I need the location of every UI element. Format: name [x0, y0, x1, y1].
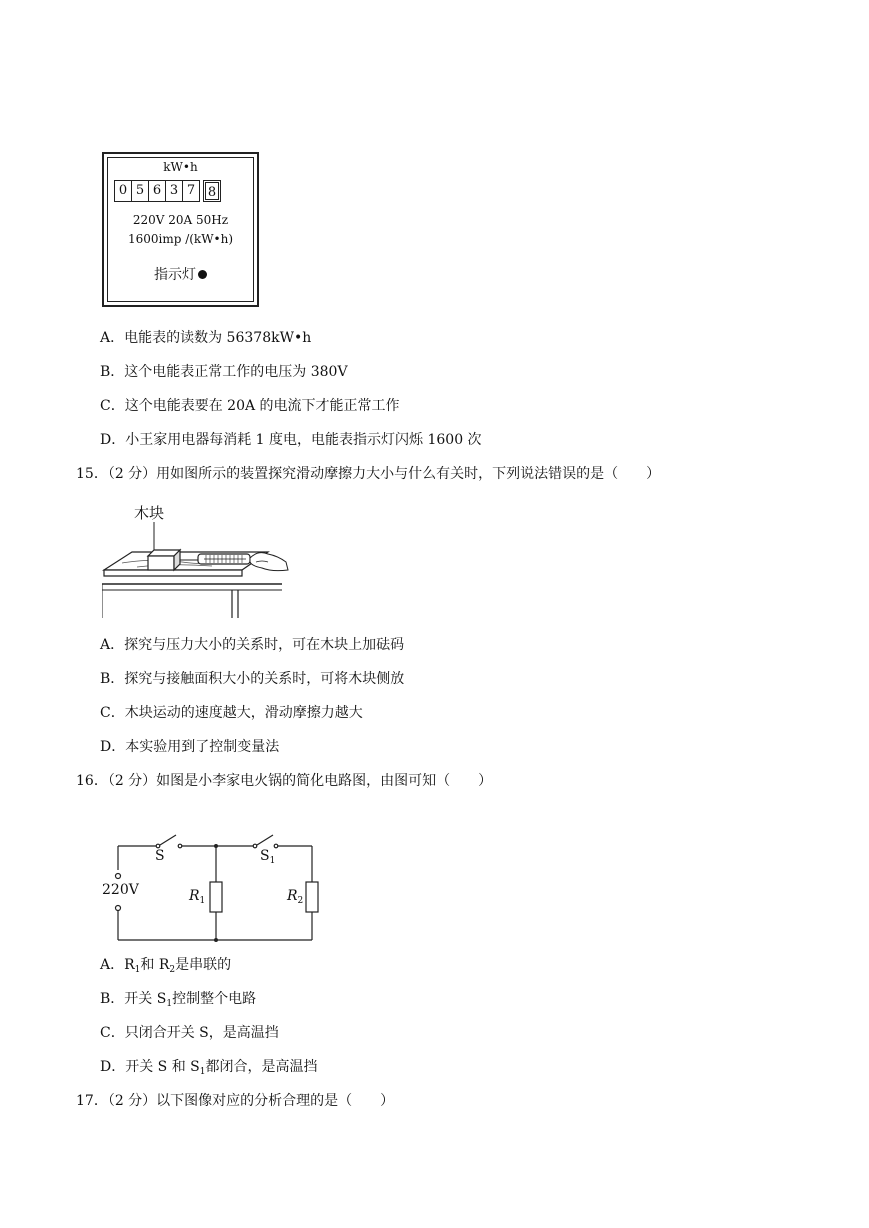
opt-sub: 2 [169, 965, 176, 975]
r1-label [189, 888, 205, 904]
switch-s1-letter: S [260, 848, 270, 864]
opt-text: 控制整个电路 [172, 991, 257, 1007]
junction-node [214, 938, 218, 942]
q17-stem: 17．（2 分）以下图像对应的分析合理的是（ ） [76, 1093, 395, 1109]
meter-digit: 3 [165, 180, 183, 202]
r2-letter: R [287, 888, 298, 904]
q15-option-a: A．探究与压力大小的关系时，可在木块上加砝码 [100, 637, 405, 653]
opt-text: 是串联的 [175, 957, 232, 973]
q15-option-c: C．木块运动的速度越大，滑动摩擦力越大 [100, 705, 363, 721]
opt-sub: 1 [166, 999, 173, 1009]
meter-digit: 5 [131, 180, 149, 202]
q14-option-c: C．这个电能表要在 20A 的电流下才能正常工作 [100, 398, 400, 414]
friction-apparatus-drawing [102, 500, 292, 620]
meter-imp: 1600imp /(kW•h) [127, 232, 234, 246]
opt-text: D．开关 S 和 S [100, 1059, 200, 1075]
switch-s-label: S [155, 848, 165, 864]
meter-indicator-label: 指示灯 [154, 267, 196, 283]
q16-option-b [100, 989, 256, 1009]
wood-block-label: 木块 [134, 504, 165, 522]
q15-stem: 15．（2 分）用如图所示的装置探究滑动摩擦力大小与什么有关时，下列说法错误的是（ ） [76, 466, 661, 482]
r1-letter: R [189, 888, 200, 904]
circuit-diagram [100, 830, 330, 950]
q15-option-d: D．本实验用到了控制变量法 [100, 739, 280, 755]
r2-label [287, 888, 303, 904]
meter-inner-frame [107, 157, 254, 302]
switch-s1-sub: 1 [269, 856, 276, 866]
friction-apparatus-figure [102, 500, 292, 620]
meter-unit: kW•h [163, 160, 198, 174]
q16-option-d [100, 1057, 318, 1077]
indicator-dot-icon [198, 270, 207, 279]
meter-digit: 7 [182, 180, 200, 202]
opt-text: A．R [100, 957, 135, 973]
switch-s1-label [260, 848, 275, 864]
source-voltage-label: 220V [102, 882, 139, 898]
opt-text: B．开关 S [100, 991, 167, 1007]
meter-indicator [108, 264, 253, 284]
q14-option-d: D．小王家用电器每消耗 1 度电，电能表指示灯闪烁 1600 次 [100, 432, 482, 448]
q14-option-b: B．这个电能表正常工作的电压为 380V [100, 364, 348, 380]
meter-spec: 220V 20A 50Hz [132, 213, 229, 227]
opt-text: 和 R [140, 957, 170, 973]
meter-digits [115, 180, 221, 202]
q16-stem: 16．（2 分）如图是小李家电火锅的简化电路图，由图可知（ ） [76, 773, 493, 789]
r1-sub: 1 [199, 896, 206, 906]
meter-digit: 6 [148, 180, 166, 202]
meter-digit-decimal: 8 [203, 180, 221, 202]
r2-sub: 2 [297, 896, 304, 906]
q16-option-a [100, 955, 231, 975]
opt-sub: 1 [199, 1067, 206, 1077]
electric-meter-figure [102, 152, 259, 307]
junction-node [214, 844, 218, 848]
opt-text: 都闭合，是高温挡 [205, 1059, 318, 1075]
q15-option-b: B．探究与接触面积大小的关系时，可将木块侧放 [100, 671, 405, 687]
q16-option-c: C．只闭合开关 S，是高温挡 [100, 1025, 279, 1041]
meter-digit: 0 [114, 180, 132, 202]
opt-sub: 1 [134, 965, 141, 975]
q14-option-a: A．电能表的读数为 56378kW•h [100, 330, 312, 346]
